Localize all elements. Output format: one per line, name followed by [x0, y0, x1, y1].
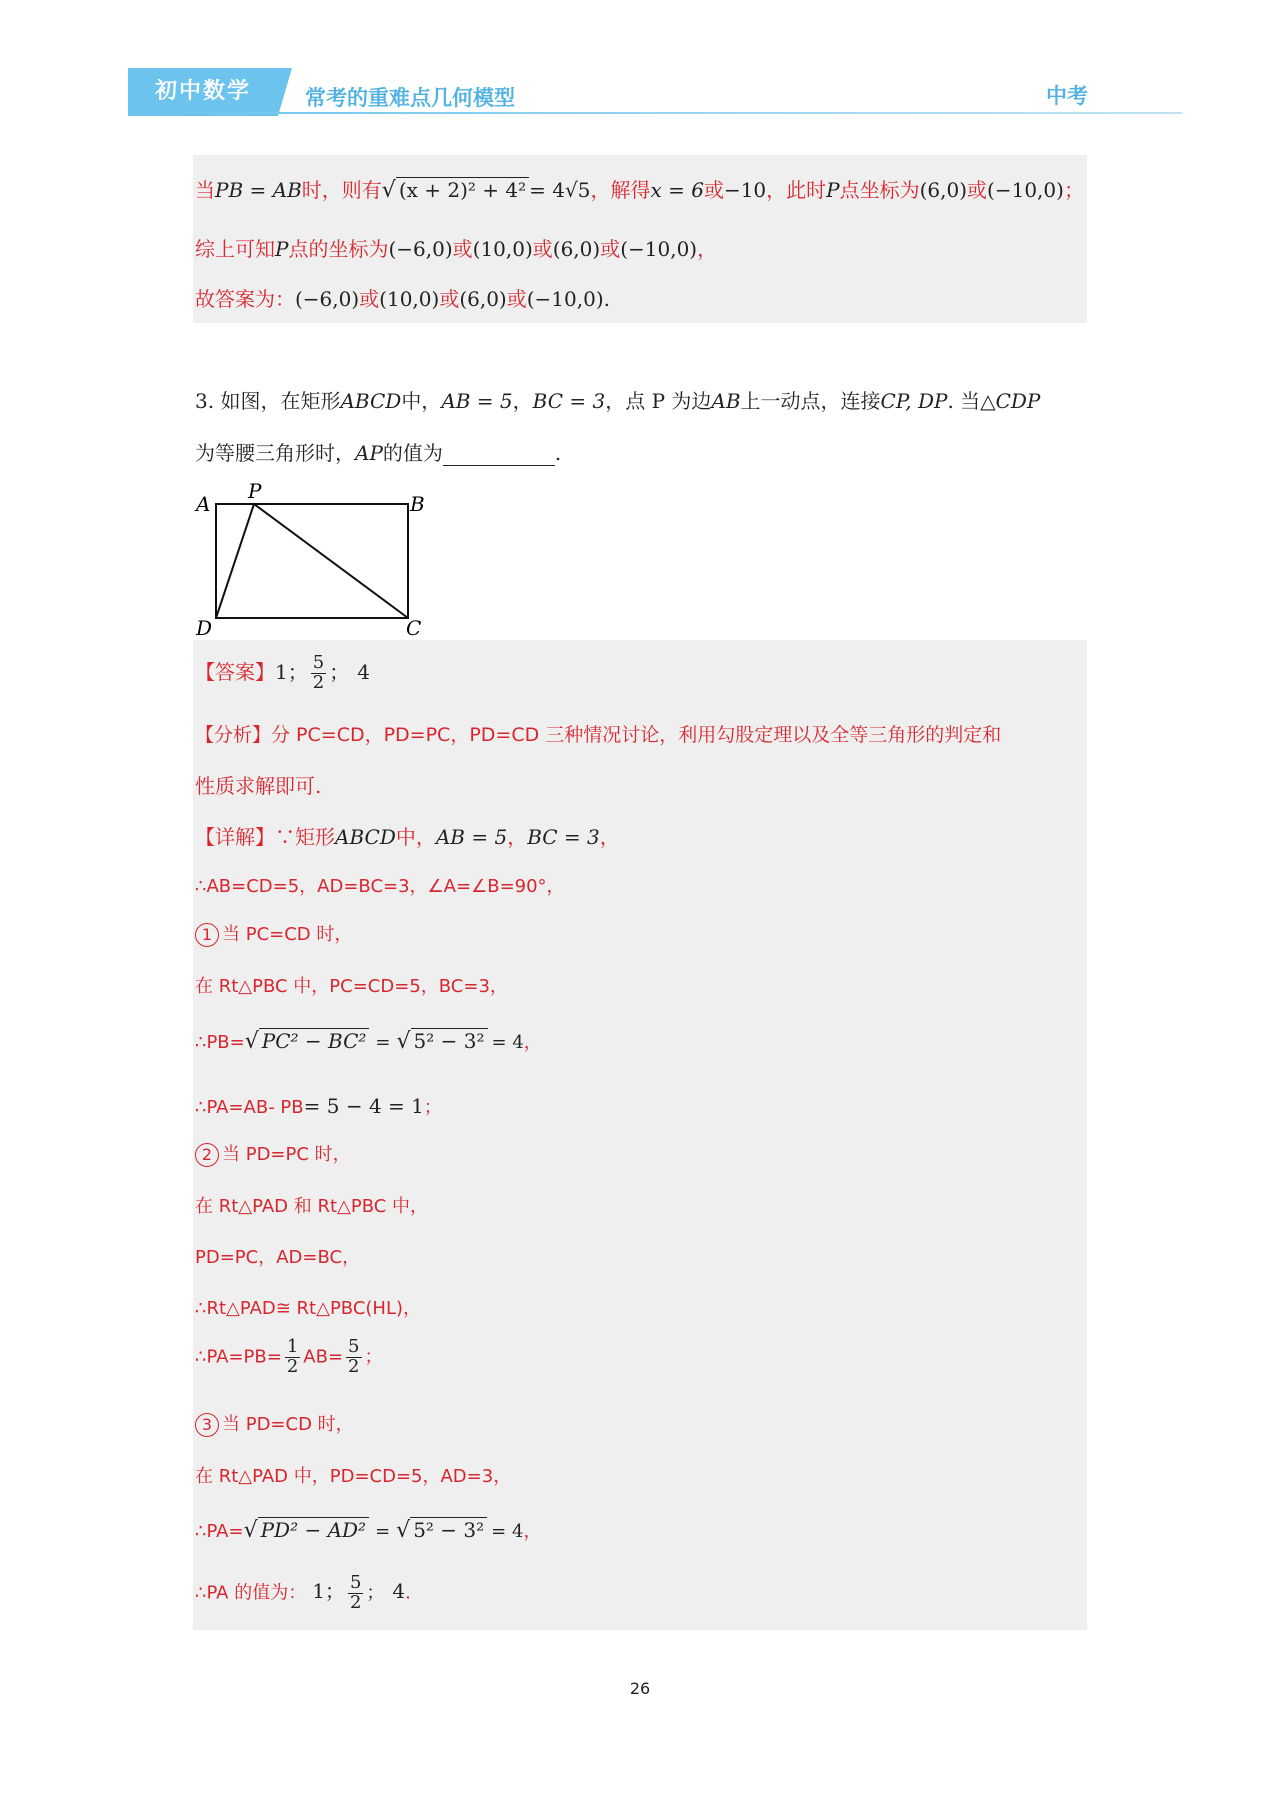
label-c: C	[406, 616, 422, 636]
case-3-heading: 3 当 PD=CD 时，	[195, 1410, 354, 1437]
answer-blank	[443, 445, 555, 466]
detail-line-1: 【详解】∵矩形ABCD中，AB = 5，BC = 3，	[195, 825, 620, 849]
detail-line-5: ∴PB=√ PC² − BC² = √ 5² − 3² = 4，	[195, 1029, 542, 1054]
detail-line-13: 在 Rt△PAD 中，PD=CD=5，AD=3，	[195, 1466, 512, 1487]
analysis-line-1: 【分析】分 PC=CD，PD=PC，PD=CD 三种情况讨论，利用勾股定理以及全等三角形的判定和	[195, 724, 1002, 746]
case-2-heading: 2 当 PD=PC 时，	[195, 1140, 351, 1167]
detail-line-8: 在 Rt△PAD 和 Rt△PBC 中，	[195, 1196, 429, 1217]
detail-line-2: ∴AB=CD=5，AD=BC=3，∠A=∠B=90°，	[195, 876, 565, 897]
answer-line: 【答案】1； $\frac{5}{2}$ ； 4	[195, 652, 370, 693]
label-p: P	[248, 479, 262, 503]
question-line-1: 3. 如图，在矩形ABCD中，AB = 5，BC = 3，点 P 为边AB上一动点，连接CP, DP. 当△CDP	[195, 389, 1041, 413]
prev-line-3: 故答案为：(−6,0)或(10,0)或(6,0)或(−10,0).	[195, 287, 610, 311]
analysis-line-2: 性质求解即可.	[195, 774, 322, 798]
question-line-2: 为等腰三角形时，AP的值为 .	[195, 441, 562, 465]
label-b: B	[410, 492, 425, 516]
page-number: 26	[629, 1679, 651, 1698]
prev-line-2: 综上可知P点的坐标为(−6,0)或(10,0)或(6,0)或(−10,0)，	[195, 237, 718, 261]
prev-line-1: 当PB = AB时，则有√ (x + 2)² + 4² = 4√5，解得x = 6或−10，此时P点坐标为(6,0)或(−10,0)；	[195, 178, 1084, 203]
detail-line-9: PD=PC，AD=BC，	[195, 1247, 361, 1268]
detail-line-15: ∴PA 的值为： 1； $\frac{5}{2}$ ； 4.	[195, 1572, 411, 1613]
header-title: 常考的重难点几何模型	[305, 86, 515, 110]
header-tab: 初中数学	[128, 68, 278, 116]
label-d: D	[196, 616, 213, 636]
header-right: 中考	[1046, 84, 1088, 108]
detail-line-6: ∴PA=AB- PB= 5 − 4 = 1；	[195, 1094, 442, 1118]
case-1-heading: 1 当 PC=CD 时，	[195, 920, 352, 947]
circled-number-3: 3	[195, 1413, 219, 1437]
detail-line-14: ∴PA=√ PD² − AD² = √ 5² − 3² = 4，	[195, 1518, 542, 1543]
circled-number-1: 1	[195, 923, 219, 947]
circled-number-2: 2	[195, 1143, 219, 1167]
rectangle-figure	[190, 478, 440, 636]
detail-line-4: 在 Rt△PBC 中，PC=CD=5，BC=3，	[195, 976, 508, 997]
label-a: A	[196, 492, 211, 516]
detail-line-11: ∴PA=PB= $\frac{1}{2}$ AB= $\frac{5}{2}$ ；	[195, 1336, 383, 1377]
detail-line-10: ∴Rt△PAD≅ Rt△PBC(HL)，	[195, 1298, 422, 1319]
header-divider	[128, 112, 1182, 114]
